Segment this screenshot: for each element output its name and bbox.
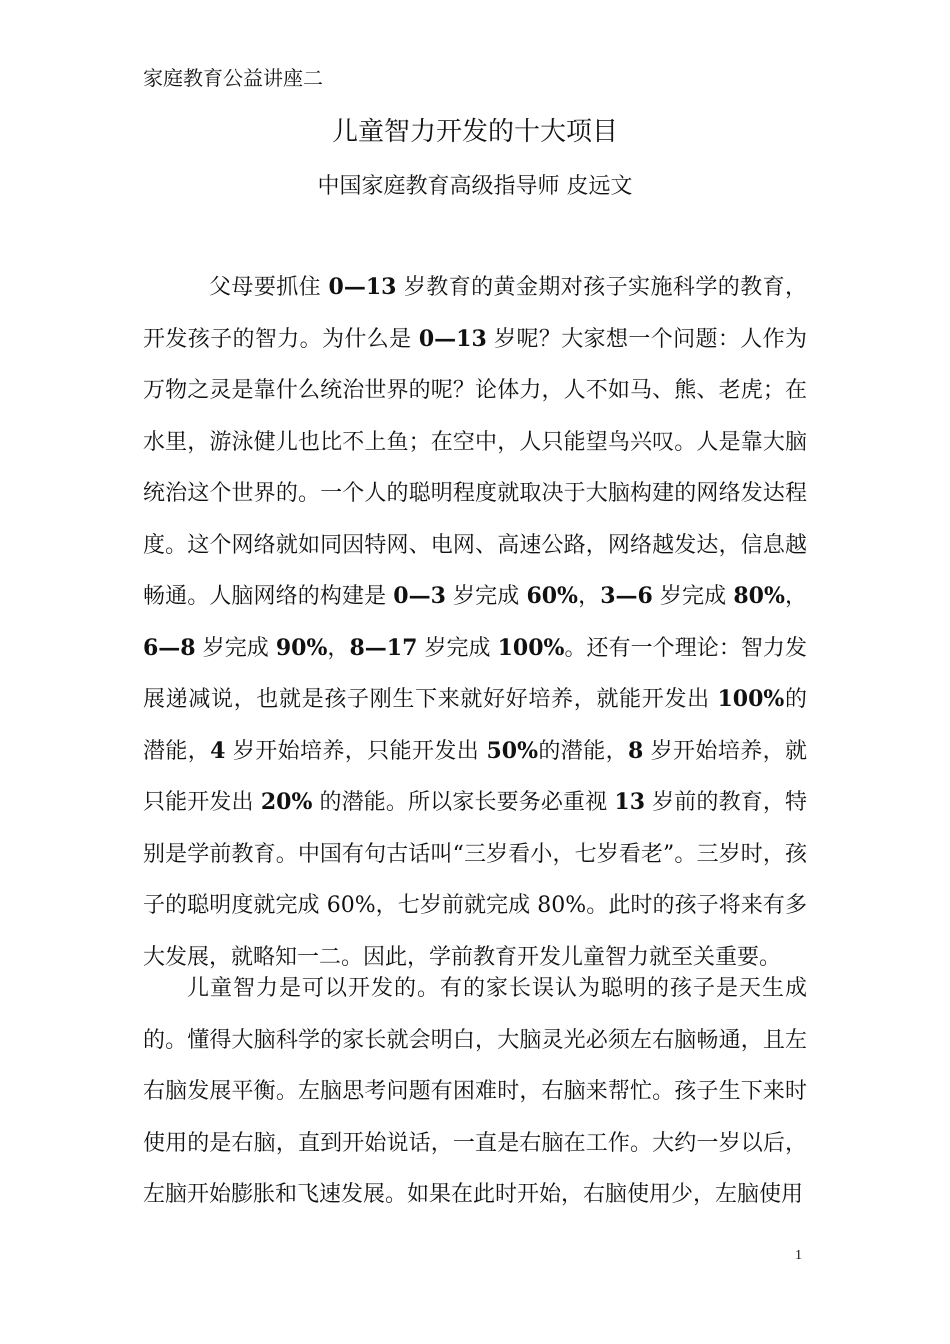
text-run: 的潜能，	[143, 687, 807, 764]
body-paragraph-2	[143, 963, 807, 1221]
text-run: 岁开始培养，就只能开发出	[143, 738, 807, 815]
document-title: 儿童智力开发的十大项目	[331, 117, 618, 147]
bold-text-run: 8	[627, 737, 644, 764]
text-run: 岁完成	[195, 635, 276, 661]
bold-text-run: 100%	[497, 634, 565, 661]
text-run: 岁完成	[445, 584, 527, 609]
bold-text-run: 60%	[526, 583, 578, 609]
bold-text-run: 50%	[486, 737, 539, 764]
bold-text-run: 90%	[275, 634, 328, 661]
bold-text-run: 8—17	[349, 634, 418, 661]
text-run: 儿童智力是可以开发的。有的家长误认为聪明的孩子是天生成的。懂得大脑科学的家长就会明白，大脑灵光必须左右脑畅通，且左右脑发展平衡。左脑思考问题有困难时，右脑来帮忙。孩子生下来时使用的是右脑，直到开始说话，一直是右脑在工作。大约一岁以后，左脑开始膨胀和飞速发展。如果在此时开始，右脑使用少，左脑使用	[143, 976, 807, 1207]
bold-text-run: 3—6	[600, 583, 653, 609]
text-run: ，	[327, 635, 350, 661]
bold-text-run: 13	[614, 789, 646, 815]
bold-text-run: 20%	[260, 789, 313, 815]
text-run: 岁完成	[417, 635, 498, 661]
text-run: 的潜能。所以家长要务必重视	[312, 790, 615, 815]
bold-text-run: 100%	[717, 686, 785, 712]
bold-text-run: 6—8	[143, 634, 196, 661]
text-run: 岁呢？大家想一个问题：人作为万物之灵是靠什么统治世界的呢？论体力，人不如马、熊、老虎；在水里，游泳健儿也比不上鱼；在空中，人只能望鸟兴叹。人是靠大脑统治这个世界的。一个人的聪明程度就取决于大脑构建的网络发达程度。这个网络就如同因特网、电网、高速公路，网络越发达，信息越畅通。人脑网络的构建是	[143, 326, 807, 609]
bold-text-run: 80%	[733, 583, 785, 609]
text-run: 岁前的教育，特别是学前教育。中国有句古话叫“三岁看小，七岁看老”。三岁时，孩子的聪明度就完成 60%，七岁前就完成 80%。此时的孩子将来有多大发展，就略知一二。因此，学前教育开发儿童智力就至关重要。	[143, 790, 807, 970]
text-run: 岁开始培养，只能开发出	[225, 738, 487, 764]
text-run: 岁教育的黄金期对孩子实施科学的教育，开发孩子的智力。为什么是	[143, 275, 807, 352]
bold-text-run: 0—3	[393, 583, 446, 609]
bold-text-run: 4	[210, 737, 226, 764]
body-paragraph-1	[143, 262, 807, 983]
bold-text-run: 0—13	[418, 325, 487, 352]
text-run: ，	[784, 584, 807, 609]
text-run: 岁完成	[652, 584, 734, 609]
text-run: ，	[577, 584, 601, 609]
bold-text-run: 0—13	[328, 274, 397, 300]
page-number: 1	[795, 1248, 802, 1263]
author-byline: 中国家庭教育高级指导师 皮远文	[317, 174, 633, 199]
text-run: 父母要抓住	[209, 275, 329, 300]
lecture-series-label: 家庭教育公益讲座二	[143, 66, 323, 90]
text-run: 。还有一个理论：智力发展递减说，也就是孩子刚生下来就好好培养，就能开发出	[143, 635, 807, 712]
text-run: 的潜能，	[538, 738, 628, 764]
